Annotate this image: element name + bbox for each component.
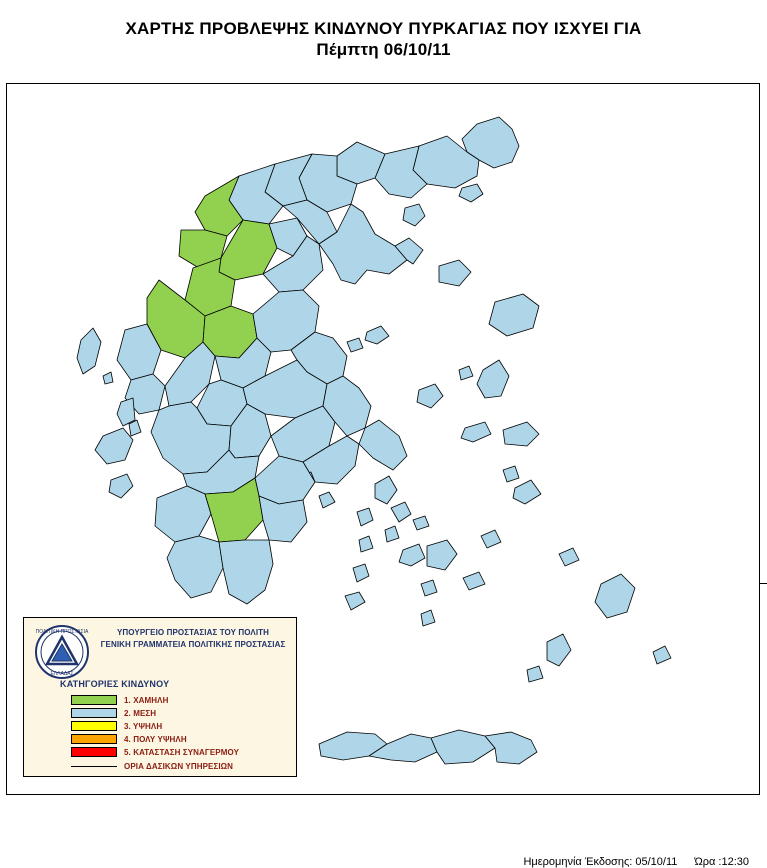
region-milos	[345, 592, 365, 610]
region-skyros	[417, 384, 443, 408]
ministry-name: ΥΠΟΥΡΓΕΙΟ ΠΡΟΣΤΑΣΙΑΣ ΤΟΥ ΠΟΛΙΤΗ	[116, 628, 270, 637]
region-samos	[503, 422, 539, 446]
region-limnos	[439, 260, 471, 286]
legend-label-medium: 2. ΜΕΣΗ	[124, 708, 157, 718]
region-rodos	[595, 574, 635, 618]
region-kea-kythnos	[357, 508, 373, 526]
legend-row-4	[71, 733, 291, 745]
region-mykonos	[413, 516, 429, 530]
region-naxos	[427, 540, 457, 570]
map-footer	[7, 856, 759, 868]
region-kefalonia	[95, 428, 133, 464]
svg-text:ΕΛΛΑΔΑΣ: ΕΛΛΑΔΑΣ	[50, 671, 74, 677]
legend-panel	[23, 617, 297, 777]
region-evia-south	[359, 420, 407, 470]
region-iraklio	[431, 730, 495, 764]
region-tinos	[391, 502, 411, 522]
legend-row-1	[71, 694, 291, 706]
legend-label-alert: 5. ΚΑΤΑΣΤΑΣΗ ΣΥΝΑΓΕΡΜΟΥ	[124, 747, 239, 757]
legend-row-5	[71, 746, 291, 758]
legend-swatch-medium	[71, 708, 117, 718]
legend-swatch-low	[71, 695, 117, 705]
region-sporades	[365, 326, 389, 344]
region-kasos	[527, 666, 543, 682]
legend-swatch-alert	[71, 747, 117, 757]
secretariat-name: ΓΕΝΙΚΗ ΓΡΑΜΜΑΤΕΙΑ ΠΟΛΙΤΙΚΗΣ ΠΡΟΣΤΑΣΙΑΣ	[100, 639, 286, 649]
region-aigina	[319, 492, 335, 508]
region-ikaria	[461, 422, 491, 442]
region-kythnos2	[359, 536, 373, 552]
svg-text:ΠΟΛΙΤΙΚΗ ΠΡΟΣΤΑΣΙΑ: ΠΟΛΙΤΙΚΗ ΠΡΟΣΤΑΣΙΑ	[35, 629, 89, 635]
title-line-1: ΧΑΡΤΗΣ ΠΡΟΒΛΕΨΗΣ ΚΙΝΔΥΝΟΥ ΠΥΡΚΑΓΙΑΣ ΠΟΥ ΙΣΧΥΕΙ ΓΙΑ	[125, 19, 642, 38]
legend-label-boundary: ΟΡΙΑ ΔΑΣΙΚΩΝ ΥΠΗΡΕΣΙΩΝ	[124, 762, 234, 771]
region-astypalaia	[481, 530, 501, 548]
map-frame[interactable]	[6, 83, 760, 868]
region-messinia	[167, 536, 223, 598]
issue-time: Ώρα :12:30	[694, 856, 749, 868]
region-chios	[477, 360, 509, 398]
legend-swatch-very-high	[71, 734, 117, 744]
legend-row-3	[71, 720, 291, 732]
region-lefkada	[117, 398, 135, 426]
legend-organization	[94, 627, 292, 650]
region-zakynthos	[109, 474, 133, 498]
region-paros	[399, 544, 425, 566]
frame-edge-tick	[760, 583, 767, 584]
region-samothraki	[459, 184, 483, 202]
region-lesvos	[489, 294, 539, 336]
region-santorini	[421, 610, 435, 626]
region-paxoi	[103, 372, 113, 384]
region-skiathos	[347, 338, 363, 352]
legend-row-2	[71, 707, 291, 719]
region-thasos	[403, 204, 425, 226]
region-symi-tilos	[559, 548, 579, 566]
page-title	[0, 18, 767, 61]
region-leros	[503, 466, 519, 482]
legend-label-very-high: 4. ΠΟΛΥ ΥΨΗΛΗ	[124, 734, 187, 744]
legend-label-high: 3. ΥΨΗΛΗ	[124, 721, 163, 731]
region-kerkyra	[77, 328, 101, 374]
boundary-line-icon	[71, 766, 117, 767]
region-psara	[459, 366, 473, 380]
region-lakonia	[219, 540, 273, 604]
legend-swatch-high	[71, 721, 117, 731]
title-line-2: Πέμπτη 06/10/11	[316, 40, 451, 60]
region-andros	[375, 476, 397, 504]
region-kalymnos-kos	[513, 480, 541, 504]
legend-boundary-row	[71, 762, 233, 771]
region-chalkidiki	[319, 204, 407, 284]
issue-date: Ημερομηνία Έκδοσης: 05/10/11	[523, 856, 678, 868]
region-serifos-sifnos	[353, 564, 369, 582]
region-ilia	[155, 486, 211, 542]
civil-protection-logo-icon	[34, 624, 90, 680]
legend-label-low: 1. ΧΑΜΗΛΗ	[124, 695, 169, 705]
region-amorgos	[463, 572, 485, 590]
region-karpathos	[547, 634, 571, 666]
region-syros	[385, 526, 399, 542]
legend-title: ΚΑΤΗΓΟΡΙΕΣ ΚΙΝΔΥΝΟΥ	[60, 679, 170, 689]
region-ios	[421, 580, 437, 596]
region-kastelorizo	[653, 646, 671, 664]
legend-category-list	[71, 694, 291, 759]
